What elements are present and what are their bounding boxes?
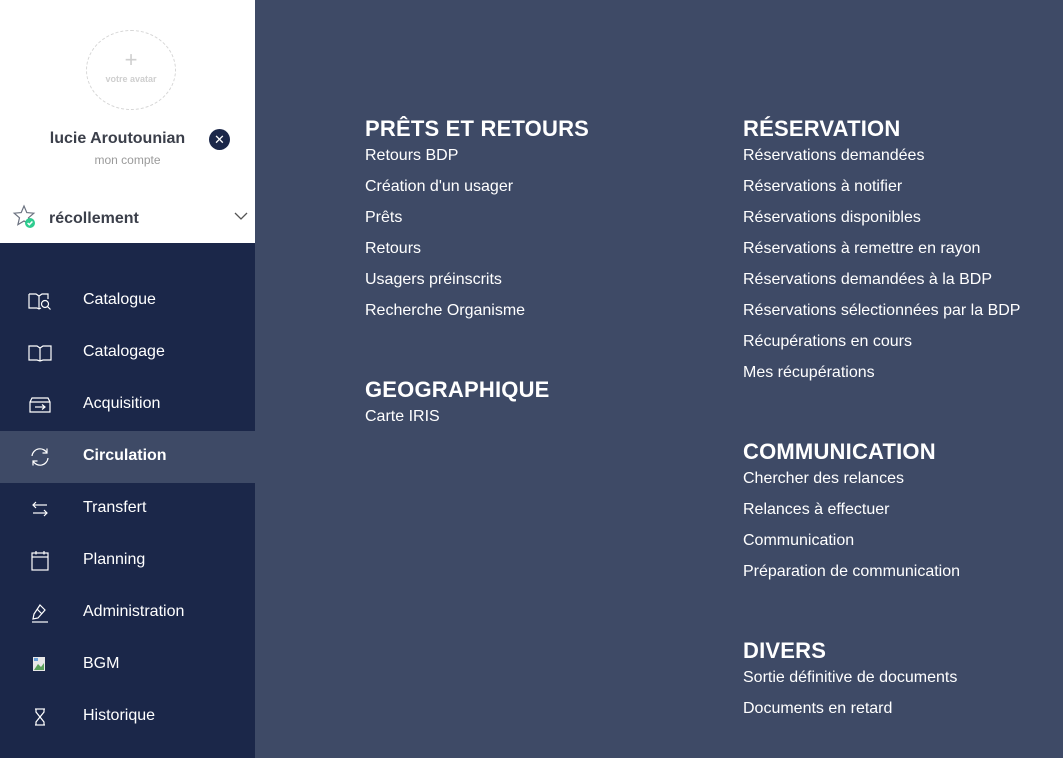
menu-link[interactable]: Carte IRIS [365,408,440,425]
section-title: PRÊTS ET RETOURS [365,116,590,141]
menu-link[interactable]: Prêts [365,209,403,226]
section-links [743,146,1020,394]
nav-label: Catalogue [83,291,156,308]
avatar-upload[interactable] [86,30,176,110]
section-reservation [743,116,1020,394]
refresh-icon [28,446,52,468]
nav-label: Catalogage [83,343,165,360]
section-communication [743,439,960,593]
account-link[interactable]: mon compte [94,153,161,167]
transfer-arrows-icon [28,498,52,520]
menu-link[interactable]: Récupérations en cours [743,333,912,350]
nav-label: Transfert [83,499,147,516]
menu-link[interactable]: Relances à effectuer [743,501,890,518]
menu-link[interactable]: Réservations à remettre en rayon [743,240,981,257]
menu-link[interactable]: Recherche Organisme [365,302,526,319]
nav-label: Administration [83,603,185,620]
nav-label: Planning [83,551,146,568]
nav-label: Acquisition [83,395,161,412]
menu-link[interactable]: Chercher des relances [743,470,904,487]
nav-item-administration[interactable] [0,587,255,639]
open-book-icon [28,342,52,364]
section-title: GEOGRAPHIQUE [365,377,550,402]
menu-link[interactable]: Réservations disponibles [743,209,921,226]
section-links [743,469,960,593]
sidebar [0,0,255,758]
inbox-arrow-icon [28,394,52,416]
section-links [743,668,957,730]
menu-link[interactable]: Retours [365,240,422,257]
inventory-label: récollement [49,210,139,227]
nav-item-planning[interactable] [0,535,255,587]
nav-label: Circulation [83,447,167,464]
section-links [365,407,550,438]
pen-icon [28,602,52,624]
menu-link[interactable]: Réservations sélectionnées par la BDP [743,302,1021,319]
nav-item-transfert[interactable] [0,483,255,535]
profile-panel [0,0,255,243]
main-nav [0,275,255,743]
section-divers [743,638,957,730]
menu-link[interactable]: Réservations à notifier [743,178,903,195]
nav-item-acquisition[interactable] [0,379,255,431]
nav-item-circulation[interactable] [0,431,255,483]
calendar-icon [28,550,52,572]
avatar-label: votre avatar [105,74,157,84]
menu-link[interactable]: Usagers préinscrits [365,271,502,288]
broken-image-icon [28,654,52,676]
menu-link[interactable]: Sortie définitive de documents [743,669,958,686]
menu-link[interactable]: Retours BDP [365,147,459,164]
nav-item-historique[interactable] [0,691,255,743]
menu-link[interactable]: Réservations demandées à la BDP [743,271,993,288]
menu-link[interactable]: Communication [743,532,855,549]
section-title: COMMUNICATION [743,439,936,464]
star-check-icon [12,204,38,230]
plus-icon: + [124,47,138,72]
inventory-selector[interactable] [0,196,255,243]
section-geographique [365,377,550,438]
section-prets-retours [365,116,589,332]
section-title: RÉSERVATION [743,116,901,141]
nav-label: BGM [83,655,120,672]
chevron-down-icon[interactable] [234,208,248,218]
logout-close-icon[interactable]: ✕ [209,129,230,150]
menu-link[interactable]: Mes récupérations [743,364,875,381]
nav-item-catalogue[interactable] [0,275,255,327]
section-links [365,146,589,332]
menu-link[interactable]: Réservations demandées [743,147,925,164]
catalog-search-icon [28,290,52,312]
hourglass-icon [28,706,52,728]
nav-item-bgm[interactable] [0,639,255,691]
menu-link[interactable]: Documents en retard [743,700,893,717]
menu-link[interactable]: Création d'un usager [365,178,514,195]
nav-label: Historique [83,707,156,724]
menu-link[interactable]: Préparation de communication [743,563,961,580]
username-text: lucie Aroutounian [49,130,186,147]
nav-item-catalogage[interactable] [0,327,255,379]
section-title: DIVERS [743,638,827,663]
